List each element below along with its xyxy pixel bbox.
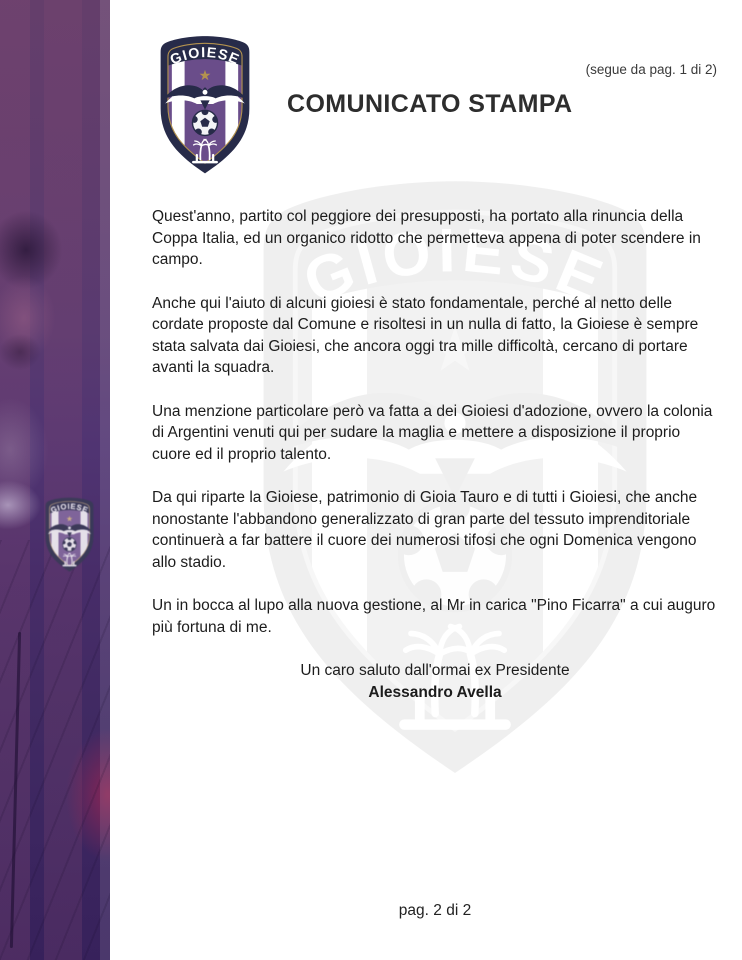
paragraph-1: Quest'anno, partito col peggiore dei presupposti, ha portato alla rinuncia della Coppa Italia, ed un organico ridotto che permetteva appena di poter scendere in campo.	[152, 208, 701, 268]
page-number: pag. 2 di 2	[398, 902, 472, 919]
continuation-note: (segue da pag. 1 di 2)	[585, 62, 717, 77]
letter-body	[152, 206, 718, 703]
signature-name: Alessandro Avella	[368, 683, 502, 701]
paragraph-3: Una menzione particolare però va fatta a dei Gioiesi d'adozione, ovvero la colonia di Argentini venuti qui per sudare la maglia e mettere a disposizione il proprio cuore ed il proprio talento.	[152, 402, 713, 463]
jacket-crest-patch	[42, 496, 97, 573]
paragraph-4: Da qui riparte la Gioiese, patrimonio di Gioia Tauro e di tutti i Gioiesi, che anche nonostante l'abbandono generalizzato di gran parte del tessuto imprenditoriale continuerà a far battere il cuore dei numerosi tifosi che ogni Domenica vengono allo stadio.	[152, 489, 698, 571]
press-release-title: COMUNICATO STAMPA	[287, 90, 573, 118]
closing-line: Un caro saluto dall'ormai ex Presidente	[300, 662, 570, 679]
paragraph-2: Anche qui l'aiuto di alcuni gioiesi è stato fondamentale, perché al netto delle cordate proposte dal Comune e risoltesi in un nulla di fatto, la Gioiese è sempre stata salvata dai Gioiesi, che ancora oggi tra mille difficoltà, cercano di portare avanti la squadra.	[152, 294, 699, 376]
club-crest-logo	[154, 33, 256, 176]
closing-block	[152, 660, 718, 703]
sidebar-photo	[0, 0, 110, 960]
paragraph-5: Un in bocca al lupo alla nuova gestione, al Mr in carica "Pino Ficarra" a cui auguro più fortuna di me.	[152, 597, 716, 636]
